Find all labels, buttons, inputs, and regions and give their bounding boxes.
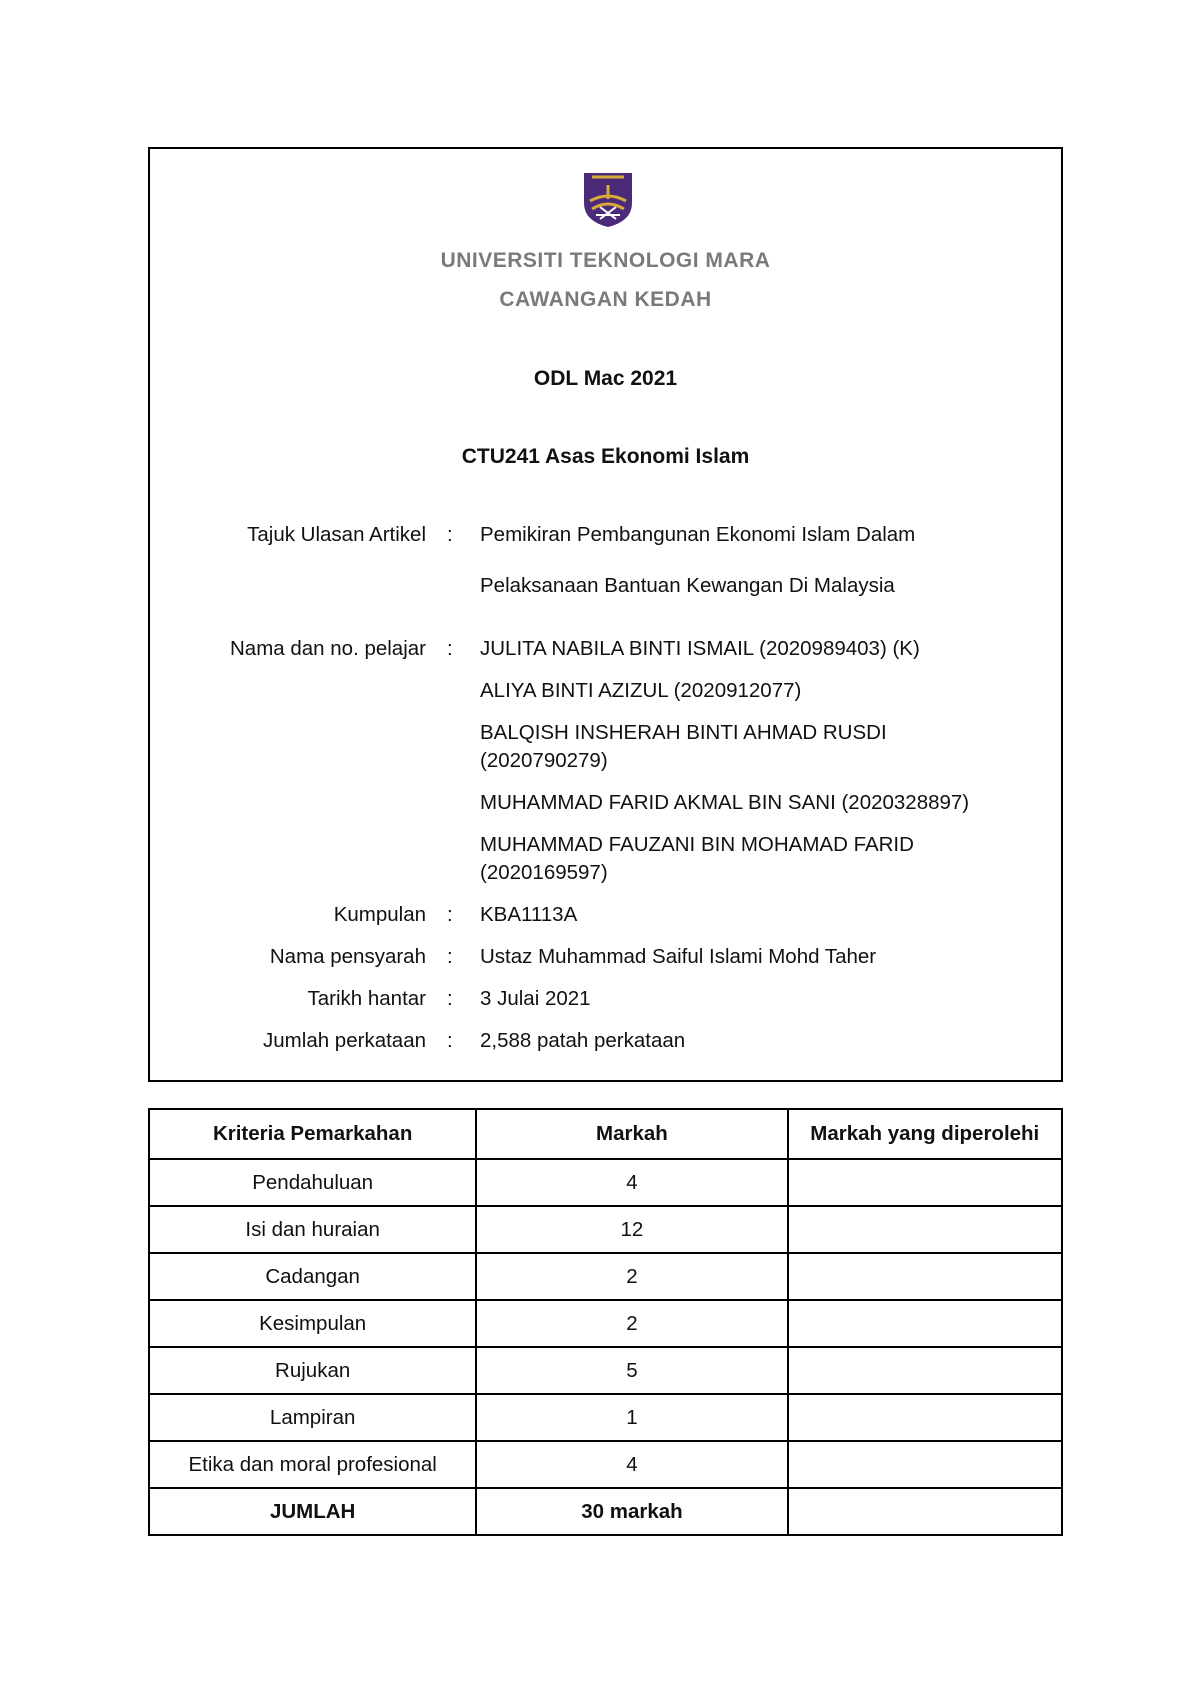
student-2: ALIYA BINTI AZIZUL (2020912077): [480, 679, 802, 702]
criteria-cell: Lampiran: [149, 1394, 476, 1441]
table-row: [149, 1347, 1062, 1394]
course-title: CTU241 Asas Ekonomi Islam: [461, 445, 750, 468]
obtained-cell[interactable]: [788, 1159, 1062, 1206]
mark-cell: 2: [476, 1253, 787, 1300]
obtained-cell[interactable]: [788, 1394, 1062, 1441]
marks-table: [148, 1108, 1063, 1536]
criteria-cell: Etika dan moral profesional: [149, 1441, 476, 1488]
date-value: 3 Julai 2021: [480, 987, 591, 1010]
title-label: Tajuk Ulasan Artikel: [247, 523, 426, 546]
student-3: BALQISH INSHERAH BINTI AHMAD RUSDI (2020790279): [480, 721, 887, 772]
mark-cell: 2: [476, 1300, 787, 1347]
lecturer-label: Nama pensyarah: [269, 945, 426, 968]
group-value: KBA1113A: [480, 903, 578, 926]
words-label: Jumlah perkataan: [263, 1029, 426, 1052]
student-5: MUHAMMAD FAUZANI BIN MOHAMAD FARID (2020169597): [480, 833, 914, 884]
mark-cell: 4: [476, 1159, 787, 1206]
mark-cell: 5: [476, 1347, 787, 1394]
total-label: JUMLAH: [149, 1488, 476, 1535]
header-criteria: Kriteria Pemarkahan: [149, 1109, 476, 1159]
table-header-row: [149, 1109, 1062, 1159]
header-mark: Markah: [476, 1109, 787, 1159]
table-row: [149, 1253, 1062, 1300]
table-row: [149, 1159, 1062, 1206]
title-line-2: Pelaksanaan Bantuan Kewangan Di Malaysia: [480, 574, 895, 597]
colon: :: [447, 903, 453, 926]
student-1: JULITA NABILA BINTI ISMAIL (2020989403) (K): [480, 637, 920, 660]
obtained-cell[interactable]: [788, 1253, 1062, 1300]
lecturer-value: Ustaz Muhammad Saiful Islami Mohd Taher: [480, 945, 877, 968]
criteria-cell: Kesimpulan: [149, 1300, 476, 1347]
table-total-row: [149, 1488, 1062, 1535]
university-name: UNIVERSITI TEKNOLOGI MARA: [440, 249, 771, 272]
obtained-cell[interactable]: [788, 1300, 1062, 1347]
criteria-cell: Cadangan: [149, 1253, 476, 1300]
date-label: Tarikh hantar: [307, 987, 426, 1010]
total-obtained-cell[interactable]: [788, 1488, 1062, 1535]
header-obtained: Markah yang diperolehi: [788, 1109, 1062, 1159]
student-4: MUHAMMAD FARID AKMAL BIN SANI (2020328897): [480, 791, 970, 814]
colon: :: [447, 637, 453, 660]
criteria-cell: Isi dan huraian: [149, 1206, 476, 1253]
obtained-cell[interactable]: [788, 1347, 1062, 1394]
cover-box: [148, 147, 1063, 1082]
colon: :: [447, 523, 453, 546]
criteria-cell: Pendahuluan: [149, 1159, 476, 1206]
colon: :: [447, 987, 453, 1010]
mark-cell: 1: [476, 1394, 787, 1441]
criteria-cell: Rujukan: [149, 1347, 476, 1394]
table-row: [149, 1300, 1062, 1347]
session-title: ODL Mac 2021: [533, 367, 678, 390]
group-label: Kumpulan: [333, 903, 426, 926]
table-row: [149, 1206, 1062, 1253]
title-line-1: Pemikiran Pembangunan Ekonomi Islam Dalam: [480, 523, 916, 546]
obtained-cell[interactable]: [788, 1441, 1062, 1488]
campus-name: CAWANGAN KEDAH: [499, 288, 712, 311]
words-value: 2,588 patah perkataan: [480, 1029, 686, 1052]
students-label: Nama dan no. pelajar: [229, 637, 426, 660]
mark-cell: 12: [476, 1206, 787, 1253]
colon: :: [447, 945, 453, 968]
obtained-cell[interactable]: [788, 1206, 1062, 1253]
table-row: [149, 1394, 1062, 1441]
uitm-logo-icon: [580, 169, 636, 229]
mark-cell: 4: [476, 1441, 787, 1488]
table-row: [149, 1441, 1062, 1488]
colon: :: [447, 1029, 453, 1052]
total-mark: 30 markah: [476, 1488, 787, 1535]
